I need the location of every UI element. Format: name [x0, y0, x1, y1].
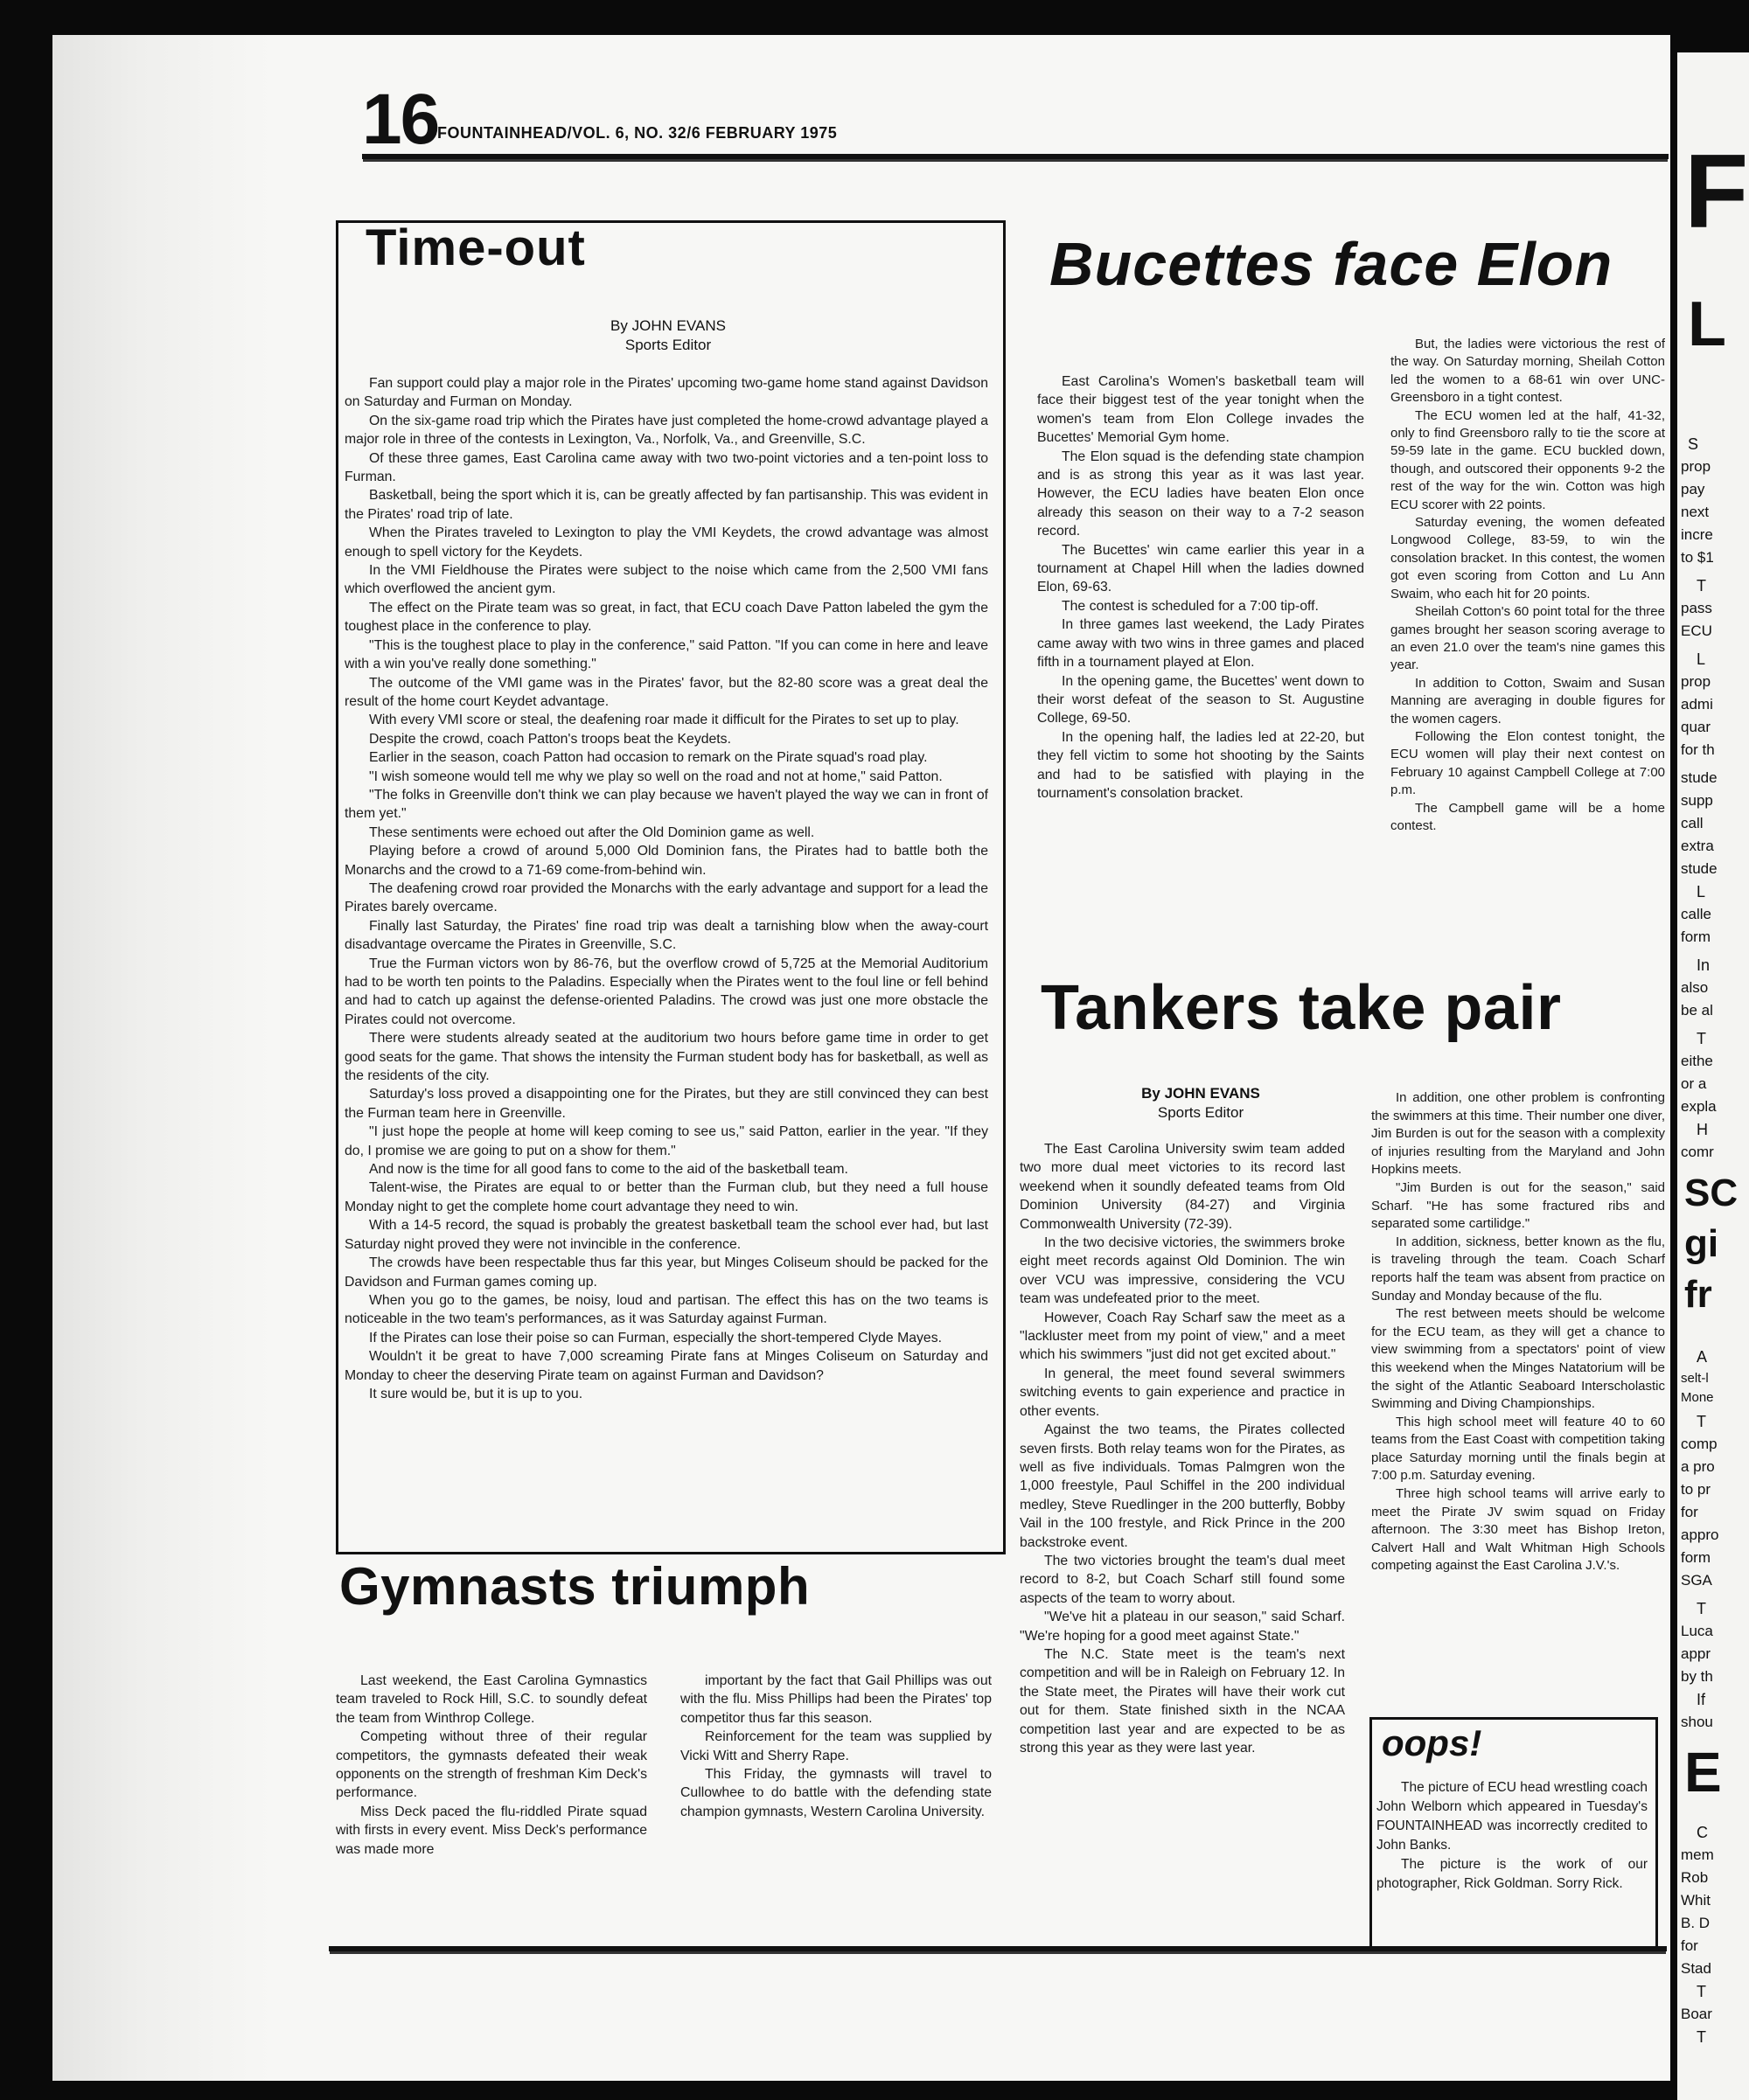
paragraph: "This is the toughest place to play in the conference," said Patton. "If you can come in here and leave with a win you've really done something." — [345, 637, 988, 672]
facing-page-fragment: extra — [1681, 838, 1714, 854]
page-number: 16 — [362, 80, 439, 159]
paragraph: In the opening half, the ladies led at 22-20, but they fell victim to some hot shooting by the Saints and had to be satisfied with playing in the tournament's consolation bracket. — [1037, 729, 1364, 801]
facing-page-fragment: appro — [1681, 1526, 1719, 1543]
facing-page-fragment: form — [1681, 1549, 1711, 1566]
paragraph: Despite the crowd, coach Patton's troops beat the Keydets. — [369, 731, 731, 747]
paragraph: Playing before a crowd of around 5,000 Old Dominion fans, the Pirates had to battle both the Monarchs and the crowd to a 71-69 come-from-behind win. — [345, 844, 988, 878]
facing-page-fragment: eithe — [1681, 1053, 1713, 1069]
paragraph: Last weekend, the East Carolina Gymnastics team traveled to Rock Hill, S.C. to soundly defeat the team from Winthrop College. — [336, 1673, 647, 1726]
facing-page-fragment: T — [1697, 1983, 1706, 2000]
facing-page-fragment: quar — [1681, 719, 1711, 735]
paragraph: Saturday evening, the women defeated Longwood College, 83-59, to win the consolation bracket. In this contest, the women got even scoring from Cotton and Lu Ann Swaim, who each hit for 20 points. — [1390, 515, 1665, 601]
facing-page-fragment: prop — [1681, 673, 1711, 690]
facing-page-fragment: comp — [1681, 1436, 1718, 1452]
tankers-headline: Tankers take pair — [1041, 973, 1562, 1043]
timeout-headline: Time-out — [366, 219, 586, 276]
facing-page-fragment: In — [1697, 956, 1711, 974]
facing-page-fragment: E — [1684, 1741, 1722, 1804]
oops-title: oops! — [1382, 1722, 1482, 1763]
facing-page-fragment: supp — [1681, 792, 1713, 809]
facing-page-fragment: L — [1697, 883, 1706, 900]
byline-name: By JOHN EVANS — [1141, 1085, 1260, 1102]
bucettes-column-1 — [1037, 372, 1364, 897]
facing-page-fragment: T — [1697, 1030, 1706, 1047]
gymnasts-column-2 — [680, 1672, 992, 1864]
facing-page-fragment: B. D — [1681, 1915, 1711, 1931]
byline-role: Sports Editor — [624, 337, 712, 354]
facing-page-fragment: Whit — [1681, 1892, 1711, 1909]
byline-name: By JOHN EVANS — [610, 317, 726, 334]
facing-page-fragment: stude — [1681, 769, 1718, 786]
paragraph: Saturday's loss proved a disappointing one for the Pirates, but they are still convinced they can best the Furman team here in Greenville. — [345, 1087, 988, 1121]
paragraph: Fan support could play a major role in the Pirates' upcoming two-game home stand against Davidson on Saturday and Furman on Monday. — [345, 376, 988, 410]
paragraph: Three high school teams will arrive early to meet the Pirate JV swim squad on Friday afternoon. The 3:30 meet has Bishop Ireton, Calvert Hall and Walt Whitman High Schools competing against the East Carolina J.V.'s. — [1371, 1486, 1665, 1574]
paragraph: If the Pirates can lose their poise so can Furman, especially the short-tempered Clyde Mayes. — [369, 1330, 943, 1346]
facing-page-fragment: pass — [1681, 600, 1712, 616]
facing-page-fragment: C — [1697, 1824, 1708, 1841]
facing-page-fragment: T — [1697, 2028, 1706, 2046]
paragraph: "We've hit a plateau in our season," said Scharf. "We're hoping for a good meet against State." — [1020, 1610, 1345, 1644]
paragraph: The contest is scheduled for a 7:00 tip-off. — [1062, 598, 1319, 614]
gymnasts-headline: Gymnasts triumph — [339, 1557, 811, 1616]
paragraph: The picture is the work of our photographer, Rick Goldman. Sorry Rick. — [1376, 1857, 1648, 1891]
paragraph: East Carolina's Women's basketball team will face their biggest test of the year tonight when the women's team from Elon College invades the Bucettes' Memorial Gym home. — [1037, 374, 1364, 446]
facing-page-fragment: for — [1681, 1504, 1698, 1520]
paragraph: This high school meet will feature 40 to 60 teams from the East Coast with competition taking place Saturday morning until the finals begin at 7:00 p.m. Saturday evening. — [1371, 1414, 1665, 1484]
facing-page-fragment: call — [1681, 815, 1704, 831]
paragraph: However, Coach Ray Scharf saw the meet as a "lackluster meet from my point of view," and a meet which his swimmers "just did not get excited about." — [1020, 1310, 1345, 1363]
facing-page-fragment: ECU — [1681, 622, 1712, 639]
facing-page-fragment: next — [1681, 504, 1710, 520]
paragraph: The crowds have been respectable thus far this year, but Minges Coliseum should be packed for the Davidson and Furman games coming up. — [345, 1255, 988, 1290]
tankers-column-2 — [1371, 1089, 1665, 1715]
paragraph: This Friday, the gymnasts will travel to Cullowhee to do battle with the defending state champion gymnasts, Western Carolina University. — [680, 1767, 992, 1819]
paragraph: In addition, one other problem is confronting the swimmers at this time. Their number one diver, Jim Burden is out for the season with a complexity of injuries resulting from the Maryland and John Hopkins meets. — [1371, 1090, 1665, 1178]
paragraph: Following the Elon contest tonight, the ECU women will play their next contest on February 10 against Campbell College at 7:00 p.m. — [1390, 728, 1665, 798]
top-rule — [362, 154, 1669, 159]
paragraph: The Campbell game will be a home contest. — [1390, 800, 1665, 833]
facing-page-fragment: by th — [1681, 1668, 1713, 1685]
paragraph: When the Pirates traveled to Lexington to play the VMI Keydets, the crowd advantage was almost enough to spell victory for the Keydets. — [345, 525, 988, 560]
facing-page-fragment: to $1 — [1681, 549, 1714, 566]
facing-page-fragment: gi — [1684, 1222, 1719, 1265]
facing-page-fragment: Mone — [1681, 1390, 1714, 1405]
paragraph: Miss Deck paced the flu-riddled Pirate squad with firsts in every event. Miss Deck's performance was made more — [336, 1804, 647, 1857]
bucettes-column-2 — [1390, 336, 1665, 900]
paragraph: In addition, sickness, better known as the flu, is traveling through the team. Coach Scharf reports half the team was absent from practice on Sunday and Monday because of the flu. — [1371, 1234, 1665, 1304]
paragraph: The East Carolina University swim team added two more dual meet victories to its record last weekend when it soundly defeated teams from Old Dominion University (84-27) and Virginia Commonwealth University (72-39). — [1020, 1142, 1345, 1232]
paragraph: Basketball, being the sport which it is, can be greatly affected by fan partisanship. This was evident in the Pirates' road trip of late. — [345, 488, 988, 522]
paragraph: "The folks in Greenville don't think we can play because we haven't played the way we can in front of them yet." — [345, 787, 988, 822]
bucettes-headline: Bucettes face Elon — [1049, 230, 1613, 298]
paragraph: The picture of ECU head wrestling coach John Welborn which appeared in Tuesday's FOUNTAINHEAD was incorrectly credited to John Banks. — [1376, 1780, 1648, 1853]
facing-page-fragment: T — [1697, 1413, 1706, 1430]
paragraph: There were students already seated at the auditorium two hours before game time in order to get good seats for the game. That shows the intensity the Furman student body has for basketball, as well as the residents of the city. — [345, 1031, 988, 1084]
facing-page-fragment: Rob — [1681, 1869, 1709, 1886]
paragraph: Against the two teams, the Pirates collected seven firsts. Both relay teams won for the Pirates, as well as five individuals. Tomas Palmgren won the 1,000 freestyle, Paul Schiffel in the 200 individual medley, Steve Ruedlinger in the 200 butterfly, Bobby Vail in the 100 frestyle, and Rick Prince in the 200 backstroke event. — [1020, 1422, 1345, 1550]
facing-page-fragment: for th — [1681, 741, 1715, 758]
paragraph: The Bucettes' win came earlier this year in a tournament at Chapel Hill when the ladies downed Elon, 69-63. — [1037, 542, 1364, 595]
paragraph: "I just hope the people at home will keep coming to see us," said Patton, earlier in the year. "If they do, I promise we are going to put on a show for them." — [345, 1124, 988, 1158]
facing-page-fragment: Luca — [1681, 1623, 1713, 1639]
facing-page-fragment: F — [1684, 133, 1749, 250]
paragraph: Earlier in the season, coach Patton had occasion to remark on the Pirate squad's road play. — [369, 750, 928, 766]
facing-page-fragment: A — [1697, 1348, 1708, 1366]
byline-role: Sports Editor — [1157, 1104, 1244, 1122]
paragraph: When you go to the games, be noisy, loud and partisan. The effect this has on the two teams is noticeable in the two team's performances, as it was Saturday against Furman. — [345, 1292, 988, 1327]
timeout-body — [345, 374, 988, 1544]
paragraph: The effect on the Pirate team was so great, in fact, that ECU coach Dave Patton labeled the gym the toughest place in the conference to play. — [345, 600, 988, 635]
facing-page-fragment: pay — [1681, 481, 1705, 497]
facing-page-fragment: admi — [1681, 696, 1713, 713]
paragraph: "Jim Burden is out for the season," said Scharf. "He has some fractured ribs and separated some cartilidge." — [1371, 1179, 1665, 1232]
facing-page-fragment: T — [1697, 1600, 1706, 1617]
paragraph: With every VMI score or steal, the deafening roar made it difficult for the Pirates to set up to play. — [369, 713, 959, 728]
paragraph: Competing without three of their regular competitors, the gymnasts defeated their weak opponents on the strength of freshman Kim Deck's performance. — [336, 1729, 647, 1801]
facing-page-fragment: SC — [1684, 1172, 1739, 1214]
paragraph: Finally last Saturday, the Pirates' fine road trip was dealt a tarnishing blow when the away-court disadvantage overcame the Pirates in Greenville, S.C. — [345, 918, 988, 953]
facing-page-fragment: to pr — [1681, 1481, 1711, 1498]
facing-page-fragment: fr — [1684, 1273, 1712, 1316]
paragraph: Reinforcement for the team was supplied by Vicki Witt and Sherry Rape. — [680, 1729, 992, 1763]
paragraph: On the six-game road trip which the Pirates have just completed the home-crowd advantage played a major role in three of the contests in Lexington, Va., Norfolk, Va., and Greenville, S.C. — [345, 413, 988, 448]
paragraph: Sheilah Cotton's 60 point total for the three games brought her season scoring average to an even 21.0 over the team's nine games this year. — [1390, 604, 1665, 673]
page-edge-shadow — [52, 35, 271, 2081]
facing-page-fragment: Stad — [1681, 1960, 1711, 1977]
paragraph: important by the fact that Gail Phillips was out with the flu. Miss Phillips had been the Pirates' top competitor thus far this season. — [680, 1673, 992, 1726]
paragraph: "I wish someone would tell me why we play so well on the road and not at home," said Patton. — [369, 768, 943, 784]
facing-page-fragment: form — [1681, 928, 1711, 945]
gymnasts-column-1 — [336, 1672, 647, 1913]
facing-page-fragment: If — [1697, 1691, 1706, 1708]
paragraph: Talent-wise, the Pirates are equal to or better than the Furman club, but they need a full house Monday night to get the complete home court advantage they need to win. — [345, 1180, 988, 1214]
paragraph: In the VMI Fieldhouse the Pirates were subject to the noise which came from the 2,500 VMI fans which overflowed the ancient gym. — [345, 563, 988, 597]
paragraph: True the Furman victors won by 86-76, but the overflow crowd of 5,725 at the Memorial Auditorium had to be worth ten points to the Paladins. Especially when the Pirates went to the foul line or fell behind and had to catch up against the defense-oriented Paladins. The crowd was just one more obstacle the Pirates could not overcome. — [345, 956, 988, 1027]
paragraph: The rest between meets should be welcome for the ECU team, as they will get a chance to view swimming from a spectators' point of view this weekend when the Minges Natatorium will be the sight of the Atlantic Seaboard Interscholastic Swimming and Diving Championships. — [1371, 1306, 1665, 1412]
facing-page-fragment: incre — [1681, 526, 1713, 543]
paragraph: But, the ladies were victorious the rest of the way. On Saturday morning, Sheilah Cotton led the women to a 68-61 win over UNC-Greensboro in a tight contest. — [1390, 337, 1665, 406]
paragraph: The ECU women led at the half, 41-32, only to find Greensboro rally to tie the score at 59-59 late in the game. ECU buckled down, though, and outscored their opponents 9-2 the rest of the way for the win. Cotton was high ECU scorer with 22 points. — [1390, 407, 1665, 512]
paragraph: With a 14-5 record, the squad is probably the greatest basketball team the school ever had, but last Saturday night proved they were not invincible in the conference. — [345, 1218, 988, 1252]
bottom-rule — [329, 1946, 1667, 1951]
facing-page-fragment: a pro — [1681, 1458, 1715, 1475]
paragraph: The two victories brought the team's dual meet record to 8-2, but Coach Scharf still found some aspects of the team to worry about. — [1020, 1553, 1345, 1606]
facing-page-fragment: calle — [1681, 906, 1711, 922]
facing-page-fragment: expla — [1681, 1098, 1717, 1115]
paragraph: In addition to Cotton, Swaim and Susan Manning are averaging in double figures for the women cagers. — [1390, 675, 1665, 727]
facing-page-fragment: shou — [1681, 1714, 1713, 1730]
paragraph: The N.C. State meet is the team's next competition and will be in Raleigh on February 12. In the State meet, the Pirates will have their work cut out for them. State finished sixth in the NCAA competition last year and are expected to be as strong this year as they were last year. — [1020, 1646, 1345, 1756]
paragraph: Wouldn't it be great to have 7,000 screaming Pirate fans at Minges Coliseum on Saturday and Monday to cheer the deserving Pirate team on against Furman and Davidson? — [345, 1349, 988, 1383]
facing-page-fragment: comr — [1681, 1144, 1714, 1160]
facing-page-fragment: selt-l — [1681, 1371, 1709, 1386]
facing-page-fragment: SGA — [1681, 1572, 1712, 1589]
paragraph: In the two decisive victories, the swimmers broke eight meet records against Old Dominion. The win over VCU was impressive, considering the VCU team was undefeated prior to the meet. — [1020, 1235, 1345, 1307]
paragraph: In the opening game, the Bucettes' went down to their worst defeat of the season to St. Augustine College, 69-50. — [1037, 673, 1364, 727]
facing-page-fragment: prop — [1681, 458, 1711, 475]
paragraph: The Elon squad is the defending state champion and is as strong this year as it was last year. However, the ECU ladies have beaten Elon once already this season on their way to a 7-2 season record. — [1037, 449, 1364, 539]
facing-page-fragment: L — [1697, 650, 1706, 668]
facing-page-fragment: S — [1688, 435, 1699, 453]
facing-page-fragment: L — [1688, 289, 1726, 359]
paragraph: Of these three games, East Carolina came away with two two-point victories and a ten-point loss to Furman. — [345, 450, 988, 485]
paragraph: The outcome of the VMI game was in the Pirates' favor, but the 82-80 score was a great deal the result of the home court Keydet advantage. — [345, 675, 988, 709]
facing-page-fragment: be al — [1681, 1002, 1713, 1019]
folio-line: FOUNTAINHEAD/VOL. 6, NO. 32/6 FEBRUARY 1975 — [437, 124, 838, 142]
oops-body — [1376, 1778, 1648, 1943]
tankers-byline — [1037, 1084, 1364, 1123]
facing-page-fragment: stude — [1681, 860, 1718, 877]
facing-page-fragment: T — [1697, 577, 1706, 595]
paragraph: And now is the time for all good fans to come to the aid of the basketball team. — [369, 1162, 848, 1178]
paragraph: The deafening crowd roar provided the Monarchs with the early advantage and support for a lead the Pirates barely overcame. — [345, 880, 988, 915]
timeout-byline — [336, 316, 1000, 355]
facing-page-fragment: H — [1697, 1121, 1708, 1138]
facing-page-fragment: for — [1681, 1937, 1698, 1954]
paragraph: In general, the meet found several swimmers switching events to gain experience and practice in other events. — [1020, 1366, 1345, 1419]
tankers-column-1 — [1020, 1140, 1345, 1953]
facing-page-fragment: Boar — [1681, 2006, 1712, 2022]
paragraph: It sure would be, but it is up to you. — [369, 1386, 583, 1401]
facing-page-fragment: mem — [1681, 1846, 1714, 1863]
paragraph: These sentiments were echoed out after the Old Dominion game as well. — [369, 824, 815, 840]
facing-page-fragment: also — [1681, 979, 1709, 996]
facing-page-fragment: appr — [1681, 1645, 1711, 1662]
paragraph: In three games last weekend, the Lady Pirates came away with two wins in three games and placed fifth in a tournament played at Elon. — [1037, 617, 1364, 671]
facing-page-fragment: or a — [1681, 1075, 1707, 1092]
